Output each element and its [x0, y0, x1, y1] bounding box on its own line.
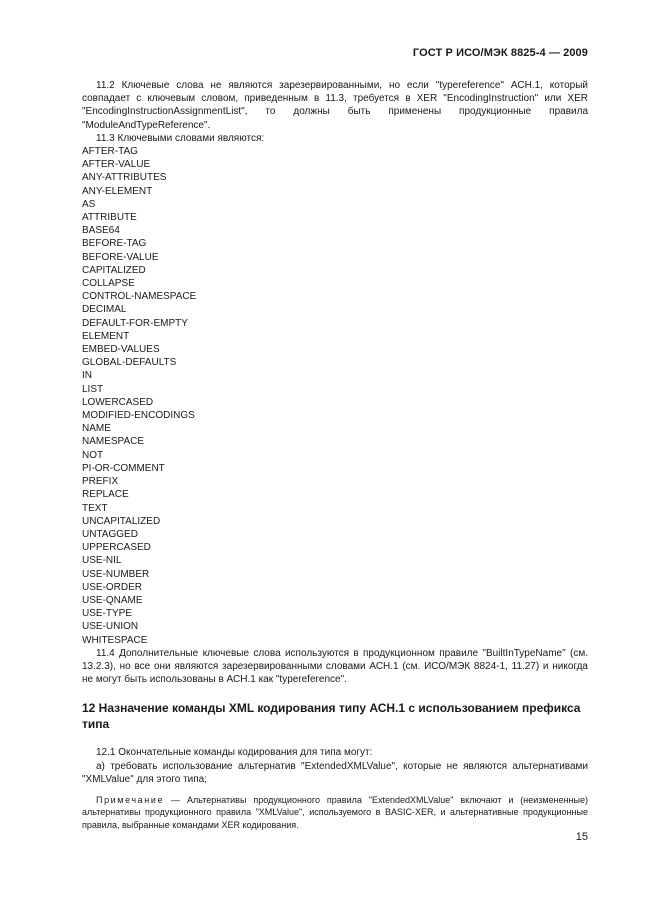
keyword-item: BEFORE-TAG	[82, 238, 147, 250]
keyword-item: DECIMAL	[82, 304, 127, 316]
keyword-item: DEFAULT-FOR-EMPTY	[82, 317, 188, 329]
keyword-item: USE-NUMBER	[82, 568, 150, 580]
keyword-item: REPLACE	[82, 489, 129, 501]
keyword-item: GLOBAL-DEFAULTS	[82, 357, 177, 369]
paragraph-11-3: 11.3 Ключевыми словами являются:	[96, 132, 265, 144]
keyword-item: CAPITALIZED	[82, 264, 146, 276]
keyword-item: PREFIX	[82, 476, 119, 488]
keyword-item: ATTRIBUTE	[82, 212, 137, 224]
keyword-item: ANY-ATTRIBUTES	[82, 172, 167, 184]
paragraph-11-4: 11.4 Дополнительные ключевые слова используются в продукционном правиле "BuiltInTypeName" (см. 13.2.3), но все они являются зарезервированными словами АСН.1 (см. ИСО/МЭК 8824-1, 11.27) и никогда не могут быть использованы в АСН.1 как "typereference".	[82, 647, 588, 686]
keyword-item: COLLAPSE	[82, 278, 135, 290]
keyword-item: BEFORE-VALUE	[82, 251, 159, 263]
keyword-item: PI-OR-COMMENT	[82, 462, 165, 474]
note-label: Примечание	[96, 794, 165, 805]
page-content	[82, 79, 588, 840]
section-12-title: 12 Назначение команды XML кодирования типу АСН.1 с использованием префикса типа	[82, 701, 581, 732]
page-number: 15	[575, 831, 588, 843]
keyword-item: UNCAPITALIZED	[82, 515, 161, 527]
keyword-item: NOT	[82, 449, 104, 461]
keyword-item: BASE64	[82, 225, 120, 237]
keyword-item: LOWERCASED	[82, 396, 154, 408]
note-text: — Альтернативы продукционного правила "ExtendedXMLValue" включают и (неизмененные) альтернативы продукционного правила "XMLValue", используемого в BASIC-XER, и альтернативные продукционные правила, выбранные командами XER кодирования.	[82, 794, 588, 830]
keyword-item: USE-UNION	[82, 621, 139, 633]
keyword-item: ELEMENT	[82, 330, 130, 342]
keyword-item: AFTER-TAG	[82, 146, 138, 158]
keyword-item: USE-TYPE	[82, 608, 133, 620]
keyword-item: AFTER-VALUE	[82, 159, 151, 171]
keyword-item: NAMESPACE	[82, 436, 145, 448]
paragraph-12-1: 12.1 Окончательные команды кодирования для типа могут:	[96, 747, 373, 759]
note	[82, 794, 588, 832]
keyword-item: LIST	[82, 383, 104, 395]
keyword-item: ANY-ELEMENT	[82, 185, 153, 197]
paragraph-11-2: 11.2 Ключевые слова не являются зарезервированными, но если "typereference" АСН.1, который совпадает с ключевым словом, приведенным в 11.3, требуется в XER "EncodingInstruction" или XER "EncodingInstructionAssignmentList", то должны быть применены продукционные правила "ModuleAndTypeReference".	[82, 80, 588, 131]
document-header: ГОСТ Р ИСО/МЭК 8825-4 — 2009	[412, 47, 588, 59]
keyword-item: UNTAGGED	[82, 528, 138, 540]
keyword-item: TEXT	[82, 502, 108, 514]
keyword-item: AS	[82, 198, 96, 210]
keyword-list	[82, 145, 588, 647]
keyword-item: NAME	[82, 423, 111, 435]
keyword-item: EMBED-VALUES	[82, 344, 160, 356]
keyword-item: USE-NIL	[82, 555, 122, 567]
keyword-item: CONTROL-NAMESPACE	[82, 291, 197, 303]
keyword-item: USE-QNAME	[82, 594, 143, 606]
keyword-item: WHITESPACE	[82, 634, 148, 646]
keyword-item: USE-ORDER	[82, 581, 143, 593]
keyword-item: MODIFIED-ENCODINGS	[82, 410, 195, 422]
keyword-item: UPPERCASED	[82, 542, 151, 554]
keyword-item: IN	[82, 370, 92, 382]
paragraph-12-1-a: а) требовать использование альтернатив "ExtendedXMLValue", которые не являются альтернативами "XMLValue" для этого типа;	[82, 760, 588, 785]
